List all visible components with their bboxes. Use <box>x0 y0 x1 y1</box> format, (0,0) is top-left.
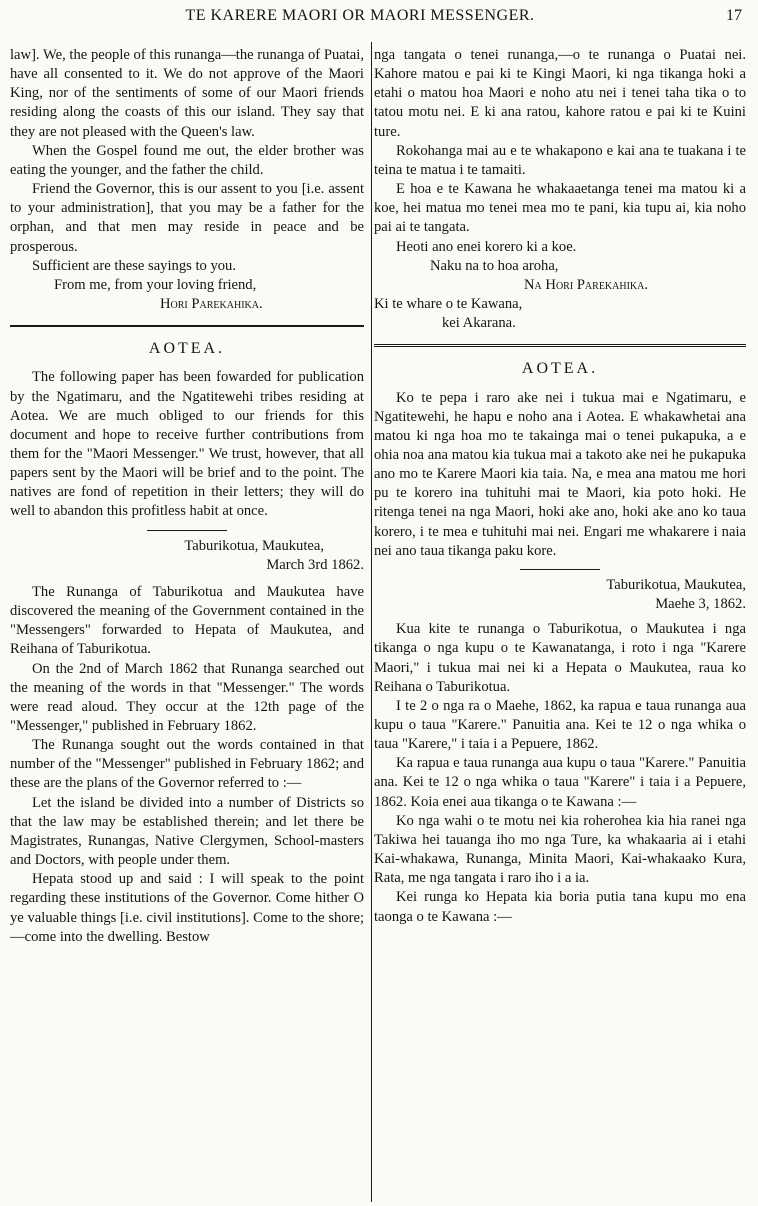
body-paragraph: I te 2 o nga ra o Maehe, 1862, ka rapua e taua runanga aua kupu o taua "Karere." Panuitia ana. Kei te 12 o nga whika o taua "Karere," i taia i a Pepuere, 1862. <box>374 697 746 753</box>
editorial-intro: The following paper has been fowarded for publication by the Ngatimaru, and the Ngatitewehi tribes residing at Aotea. We are much obliged to our friends for this document and hope to receive further contributions from them for the "Maori Messenger." We trust, however, that all papers sent by the Maori will be brief and to the point. The natives are fond of repetition in their letters; they will do well to abandon this profitless habit at once. <box>10 369 364 520</box>
address-line: kei Akarana. <box>442 315 516 332</box>
letter-paragraph: Heoti ano enei korero ki a koe. <box>396 238 577 255</box>
letter-paragraph: Rokohanga mai au e te whakapono e kai ana te tuakana i te teina te matua i te tamaiti. <box>374 142 746 178</box>
maori-column <box>374 46 746 927</box>
signature: Na Hori Parekahika. <box>524 276 649 293</box>
letter-closing: From me, from your loving friend, <box>54 276 257 293</box>
english-column <box>10 46 364 947</box>
body-paragraph: The Runanga of Taburikotua and Maukutea have discovered the meaning of the Government contained in the "Messengers" forwarded to Hepata of Maukutea, and Reihana of Taburikotua. <box>10 583 364 658</box>
dateline-place: Taburikotua, Maukutea, <box>606 576 746 593</box>
letter-paragraph: E hoa e te Kawana he whakaaetanga tenei ma matou ki a koe, hei matua mo tenei mea mo te pani, kia tupu ai, kia noho pai ai te tangata. <box>374 181 746 236</box>
body-paragraph: Kei runga ko Hepata kia boria putia tana kupu mo ena taonga o te Kawana :— <box>374 889 746 925</box>
dateline-place: Taburikotua, Maukutea, <box>184 537 324 554</box>
address-line: Ki te whare o te Kawana, <box>374 296 523 313</box>
column-divider <box>371 42 372 1202</box>
signature: Hori Parekahika. <box>160 296 263 313</box>
letter-paragraph: nga tangata o tenei runanga,—o te runanga o Puatai nei. Kahore matou e pai ki te Kingi Maori, ki nga tikanga hoki a etahi o matou hoa Maori e noho atu nei i tenei taha tika o to tatou motu nei. E ki ana ratou, kahore ratou e pai ki te Kuini ture. <box>374 47 746 140</box>
dateline-date: Maehe 3, 1862. <box>655 596 746 613</box>
body-paragraph: Hepata stood up and said : I will speak to the point regarding these institutions of the Governor. Come hither O ye valuable things [i.e. civil institutions]. Come to the shore;—come into the dwelling. Bestow <box>10 871 364 945</box>
separator-rule <box>520 569 600 570</box>
section-title: AOTEA. <box>10 325 364 358</box>
body-paragraph: Kua kite te runanga o Taburikotua, o Maukutea i nga tikanga o nga kupu o te Kawanatanga, i roto i nga "Karere Maori," i tukua mai nei ki a Hepata o Maukutea, raua ko Reihana o Taburikotua. <box>374 621 746 695</box>
letter-paragraph: When the Gospel found me out, the elder brother was eating the younger, and the father the child. <box>10 142 364 178</box>
body-paragraph: On the 2nd of March 1862 that Runanga searched out the meaning of the words in that "Messenger." The words were read aloud. They occur at the 12th page of the "Messenger," published in February 1862. <box>10 660 364 734</box>
letter-closing: Naku na to hoa aroha, <box>430 257 559 274</box>
separator-rule <box>147 530 227 531</box>
letter-paragraph: law]. We, the people of this runanga—the runanga of Puatai, have all consented to it. We do not approve of the Maori King, nor of the sentiments of some of our Maori friends residing along the coasts of this our island. They say that they are not pleased with the Queen's law. <box>10 47 364 140</box>
dateline-date: March 3rd 1862. <box>266 556 364 573</box>
masthead-title: TE KARERE MAORI OR MAORI MESSENGER. <box>185 7 535 24</box>
page-header <box>0 3 758 29</box>
body-paragraph: Ko nga wahi o te motu nei kia roherohea kia hia ranei nga Takiwa hei tauanga iho mo nga Ture, ka whakaaria ai i etahi Kai-whakawa, Runanga, Minita Maori, Kai-whakaako Kura, Rata, me nga tangata i raro iho i a ia. <box>374 812 746 887</box>
body-paragraph: Ka rapua e taua runanga aua kupu o taua "Karere." Panuitia ana. Kei te 12 o nga whika o taua "Karere" i taia i a Pepuere, 1862. Koia enei aua tikanga o te Kawana :— <box>374 755 746 810</box>
section-title: AOTEA. <box>374 344 746 378</box>
body-paragraph: The Runanga sought out the words contained in that number of the "Messenger" published in February 1862; and these are the plans of the Governor referred to :— <box>10 737 364 792</box>
letter-paragraph: Friend the Governor, this is our assent to you [i.e. assent to your administration], that you may be a father for the orphan, and that men may reside in peace and be prosperous. <box>10 181 364 255</box>
body-paragraph: Let the island be divided into a number of Districts so that the law may be established therein; and let there be Magistrates, Runangas, Native Clergymen, School-masters and Doctors, with people under them. <box>10 794 364 869</box>
letter-paragraph: Sufficient are these sayings to you. <box>32 257 236 274</box>
page-number: 17 <box>726 7 742 24</box>
editorial-intro: Ko te pepa i raro ake nei i tukua mai e Ngatimaru, e Ngatitewehi, he hapu e noho ana i Aotea. E whakawhetai ana matou ki nga hoa mo te takainga mai o tenei pukapuka, a e ohia noa ana matou kia tukua mai a takoto ake nei he pukapuka ano mo te Karere Maori kia taia. Na, e mea ana matou me hori pu te korero ina tuhituhi mai te Maori, kia poto hoki. He ritenga tenei na nga Maori, hoki ake ano, hoki ake ano ko taua korero, i te mea e tuhituhi mai nei. Engari me whakarere i naia nei ano taua tikanga paku kore. <box>374 389 746 559</box>
